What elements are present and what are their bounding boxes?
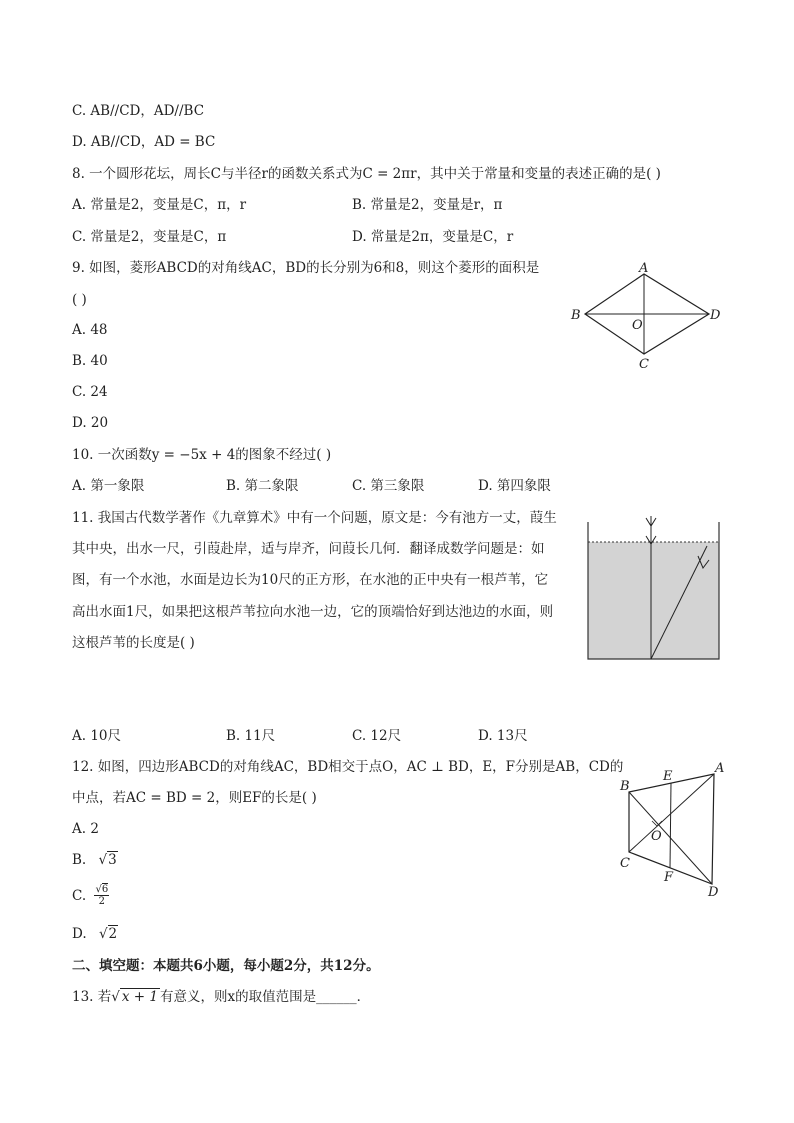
q8-option-d: D. 常量是2π，变量是C，r (352, 229, 514, 245)
q9-paren: ( ) (72, 292, 87, 308)
q11-line-3: 图，有一个水池，水面是边长为10尺的正方形，在水池的正中央有一根芦苇，它 (72, 572, 549, 588)
q11-option-c: C. 12尺 (352, 728, 402, 744)
q12-option-c-numerator: 6 (101, 884, 109, 895)
label-c: C (639, 357, 649, 372)
q12-option-d: D. √2 (72, 926, 118, 942)
q11-line-5: 这根芦苇的长度是( ) (72, 635, 195, 651)
q10-stem: 10. 一次函数y = −5x + 4的图象不经过( ) (72, 447, 332, 463)
q13-prefix: 13. 若 (72, 989, 112, 1005)
label-a: A (639, 261, 649, 276)
pond-reed-figure (585, 512, 725, 664)
q11-option-a: A. 10尺 (72, 728, 122, 744)
q12-option-c-label: C. (72, 887, 87, 904)
label-c: C (620, 856, 630, 871)
segment-ef (670, 783, 671, 868)
quadrilateral-figure (615, 760, 730, 902)
q8-stem: 8. 一个圆形花坛，周长C与半径r的函数关系式为C = 2πr，其中关于常量和变量的表述正确的是( ) (72, 166, 661, 182)
q11-option-b: B. 11尺 (226, 728, 276, 744)
q10-option-b: B. 第二象限 (226, 478, 299, 494)
q13-radicand: x + 1 (121, 989, 158, 1005)
q10-option-c: C. 第三象限 (352, 478, 425, 494)
q10-option-a: A. 第一象限 (72, 478, 145, 494)
label-d: D (708, 885, 719, 900)
q12-option-c-denominator: 2 (98, 896, 105, 907)
label-b: B (620, 779, 630, 794)
q12-line-2: 中点，若AC = BD = 2，则EF的长是( ) (72, 790, 317, 806)
q9-option-b: B. 40 (72, 353, 108, 369)
q7-option-d: D. AB//CD，AD = BC (72, 134, 216, 150)
q8-option-b: B. 常量是2，变量是r，π (352, 197, 503, 213)
rhombus-figure (565, 260, 725, 375)
q11-line-2: 其中央，出水一尺，引葭赴岸，适与岸齐，问葭长几何．翻译成数学问题是：如 (72, 541, 545, 557)
label-b: B (571, 308, 581, 323)
q7-option-c: C. AB//CD，AD//BC (72, 103, 205, 119)
q12-option-b-label: B. (72, 852, 87, 868)
q12-option-d-label: D. (72, 926, 87, 942)
q13-suffix: 有意义，则x的取值范围是______． (159, 989, 371, 1005)
label-e: E (663, 769, 673, 784)
q12-option-c: C. $\frac{√6}{2}$ (72, 884, 109, 907)
q9-option-c: C. 24 (72, 384, 108, 400)
q12-option-d-radicand: 2 (108, 926, 118, 942)
label-d: D (710, 308, 721, 323)
q11-option-d: D. 13尺 (478, 728, 528, 744)
q13-stem: 13. 若√ x + 1 有意义，则x的取值范围是______． (72, 989, 371, 1005)
section-2-heading: 二、填空题：本题共6小题，每小题2分，共12分。 (72, 958, 380, 974)
q12-line-1: 12. 如图，四边形ABCD的对角线AC，BD相交于点O，AC ⊥ BD，E，F分别是AB，CD的 (72, 759, 624, 775)
q8-option-a: A. 常量是2，变量是C，π，r (72, 197, 247, 213)
q9-option-a: A. 48 (72, 322, 108, 338)
q12-option-a: A. 2 (72, 821, 99, 837)
diagonal-ac (629, 774, 714, 852)
q9-stem: 9. 如图，菱形ABCD的对角线AC，BD的长分别为6和8，则这个菱形的面积是 (72, 260, 540, 276)
q12-option-b: B. √3 (72, 852, 117, 868)
label-a: A (715, 761, 725, 776)
q12-option-b-radicand: 3 (108, 852, 117, 868)
label-o: O (651, 829, 662, 844)
q8-option-c: C. 常量是2，变量是C，π (72, 229, 227, 245)
q11-line-1: 11. 我国古代数学著作《九章算术》中有一个问题，原文是：今有池方一丈，葭生 (72, 510, 557, 526)
quadrilateral-outline (629, 774, 714, 884)
label-f: F (664, 870, 674, 885)
label-o: O (632, 318, 643, 333)
q10-option-d: D. 第四象限 (478, 478, 551, 494)
q9-option-d: D. 20 (72, 415, 109, 431)
q11-line-4: 高出水面1尺，如果把这根芦苇拉向水池一边，它的顶端恰好到达池边的水面，则 (72, 604, 554, 620)
